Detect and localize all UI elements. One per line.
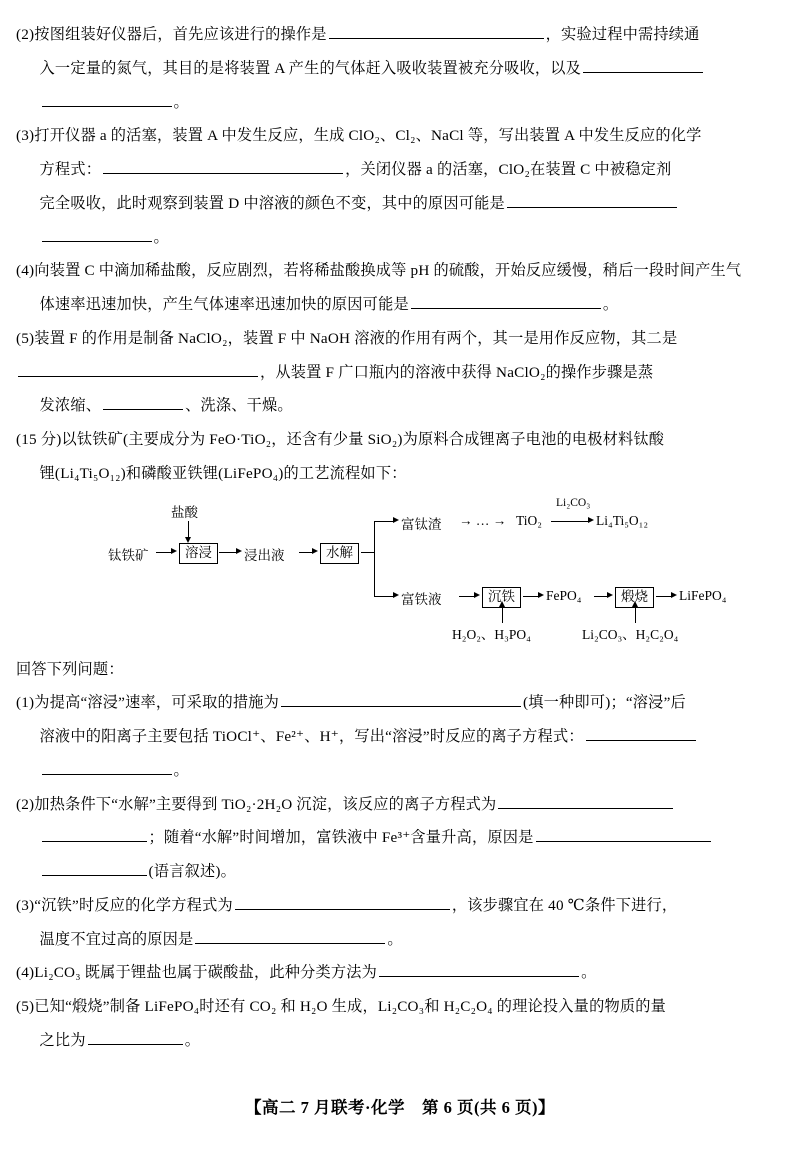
answer-blank[interactable]: [103, 394, 183, 410]
question-4-line2: [16, 288, 784, 322]
question-3-line4: [16, 221, 784, 255]
flow-label-product-bottom: LiFePO₄: [679, 587, 727, 603]
answer-blank[interactable]: [42, 826, 147, 842]
q3-line3-pre: 完全吸收，此时观察到装置 D 中溶液的颜色不变，其中的原因可能是: [39, 194, 505, 212]
flow-connector: [635, 607, 636, 623]
flow-arrowhead: [312, 548, 318, 554]
flow-arrowhead: [671, 592, 677, 598]
flow-label-reagents-precipitate: H₂O₂、H₃PO₄: [452, 626, 531, 642]
flow-connector: [361, 552, 375, 553]
q4-line2-pre: 体速率迅速加快，产生气体速率迅速加快的原因可能是: [39, 296, 409, 313]
q3-line1: (3)打开仪器 a 的活塞，装置 A 中发生反应，生成 ClO₂、Cl₂、NaCl 等，写出装置 A 中发生反应的化学: [16, 127, 702, 145]
flow-connector: [219, 552, 237, 553]
flow-connector: [523, 596, 539, 597]
flow-label-tio2: TiO₂: [516, 512, 542, 528]
flow-connector: [374, 521, 375, 596]
answer-prompt-text: 回答下列问题：: [16, 660, 124, 678]
qb2-line3-post: (语言叙述)。: [148, 863, 236, 880]
qb4-line1-pre: (4)Li₂CO₃ 既属于锂盐也属于碳酸盐，此种分类方法为: [16, 964, 378, 982]
answer-blank[interactable]: [42, 860, 147, 876]
flow-arrowhead: [393, 592, 399, 598]
q2-line2-pre: 入一定量的氮气，其目的是将装置 A 产生的气体赶入吸收装置被充分吸收，以及: [39, 59, 582, 77]
flow-connector: [459, 596, 475, 597]
flow-connector: [374, 521, 394, 522]
qb2-line2-mid: ；随着“水解”时间增加，富铁液中 Fe³⁺含量升高，原因是: [148, 829, 534, 847]
flow-label-product-top: Li₄Ti₅O₁₂: [596, 512, 649, 528]
flow-arrowhead: [393, 517, 399, 523]
question-5-line3: [16, 389, 784, 423]
answer-blank[interactable]: [281, 691, 521, 707]
qb3-line2-post: 。: [387, 930, 403, 948]
q3-line2-post: ，关闭仪器 a 的活塞，ClO₂在装置 C 中被稳定剂: [345, 161, 672, 178]
flow-arrowhead: [499, 601, 505, 607]
flow-arrowhead: [171, 548, 177, 554]
process-flow-diagram: [16, 496, 784, 642]
question-b-stem-line2: [16, 457, 784, 491]
question-5-line2: [16, 356, 784, 390]
question-2-line3: [16, 86, 784, 120]
question-4-line1: [16, 254, 784, 288]
answer-blank[interactable]: [329, 23, 544, 39]
q2-line3-post: 。: [173, 93, 189, 111]
qb1-line1-post: (填一种即可)；“溶浸”后: [523, 694, 686, 712]
flow-connector: [551, 521, 589, 522]
qb5-line1: (5)已知“煅烧”制备 LiFePO₄时还有 CO₂ 和 H₂O 生成，Li₂CO₃和 H₂C₂O₄ 的理论投入量的物质的量: [16, 998, 667, 1015]
answer-blank[interactable]: [42, 225, 152, 241]
answer-blank[interactable]: [498, 792, 673, 808]
answer-blank[interactable]: [586, 725, 696, 741]
question-b-stem-line1: [16, 423, 784, 457]
page-content: [16, 18, 784, 1058]
answer-blank[interactable]: [411, 293, 601, 309]
flow-arrowhead: [588, 517, 594, 523]
flow-connector: [374, 596, 394, 597]
qb2-line1-pre: (2)加热条件下“水解”主要得到 TiO₂·2H₂O 沉淀，该反应的离子方程式为: [16, 795, 497, 813]
question-2: [16, 18, 784, 52]
question-5-line1: [16, 322, 784, 356]
flow-label-fepo4: FePO₄: [546, 587, 582, 603]
answer-prompt: [16, 653, 784, 687]
answer-blank[interactable]: [103, 158, 343, 174]
q5-line3-pre: 发浓缩、: [39, 397, 102, 415]
answer-blank[interactable]: [235, 894, 450, 910]
flow-label-leachate: 浸出液: [244, 547, 285, 563]
answer-blank[interactable]: [507, 192, 677, 208]
qb-question-3-line2: [16, 923, 784, 957]
answer-blank[interactable]: [536, 826, 711, 842]
qb-question-3-line1: [16, 889, 784, 923]
q2-line1-pre: (2)按图组装好仪器后，首先应该进行的操作是: [16, 26, 327, 43]
qb3-line1-pre: (3)“沉铁”时反应的化学方程式为: [16, 896, 233, 914]
flow-arrowhead: [632, 601, 638, 607]
question-2-line2: [16, 52, 784, 86]
answer-blank[interactable]: [18, 360, 258, 376]
flow-connector: [656, 596, 672, 597]
flow-step-precipitate: 沉铁: [482, 587, 521, 609]
q5-line1: (5)装置 F 的作用是制备 NaClO₂，装置 F 中 NaOH 溶液的作用有两个，其一是用作反应物，其二是: [16, 329, 678, 347]
answer-blank[interactable]: [379, 961, 579, 977]
flow-arrowhead: [607, 592, 613, 598]
flow-connector: [156, 552, 172, 553]
flow-label-reagent-top: 盐酸: [171, 504, 198, 520]
q4-line2-post: 。: [602, 296, 619, 313]
flow-arrowhead: [236, 548, 242, 554]
qb3-line2-pre: 温度不宜过高的原因是: [39, 930, 194, 948]
flow-arrowhead: [474, 592, 480, 598]
q4-line1: (4)向装置 C 中滴加稀盐酸，反应剧烈，若将稀盐酸换成等 pH 的硫酸，开始反应缓慢，稍后一段时间产生气: [16, 262, 742, 280]
page-footer: 【高二 7 月联考·化学 第 6 页(共 6 页)】: [245, 1098, 555, 1117]
question-3-line2: [16, 153, 784, 187]
flow-connector: [594, 596, 608, 597]
q5-line2-mid: ，从装置 F 广口瓶内的溶液中获得 NaClO₂的操作步骤是蒸: [260, 363, 654, 381]
answer-blank[interactable]: [42, 90, 172, 106]
qb-question-1-line3: [16, 754, 784, 788]
qb4-line1-post: 。: [581, 964, 597, 982]
flow-label-ore: 钛铁矿: [108, 547, 149, 563]
question-3-line1: [16, 119, 784, 153]
qb-question-5-line1: [16, 990, 784, 1024]
q3-line2-pre: 方程式：: [39, 161, 102, 178]
flow-step-hydrolyze: 水解: [320, 543, 359, 565]
qb1-line3-post: 。: [173, 761, 189, 779]
qb3-line1-post: ，该步骤宜在 40 ℃条件下进行，: [451, 896, 678, 914]
qb5-line2-post: 。: [184, 1031, 201, 1049]
qb-question-1-line1: [16, 686, 784, 720]
q3-line4-post: 。: [153, 228, 169, 246]
flow-label-dots: → … →: [459, 512, 507, 528]
flow-arrowhead: [538, 592, 544, 598]
qb-question-4: [16, 956, 784, 990]
q2-line1-post: ，实验过程中需持续通: [545, 26, 700, 43]
qb-question-2-line3: [16, 855, 784, 889]
qb-question-1-line2: [16, 720, 784, 754]
q5-line3-post: 、洗涤、干燥。: [185, 397, 293, 415]
flow-label-rich-ti: 富钛渣: [401, 516, 442, 532]
flow-connector: [502, 607, 503, 623]
answer-blank[interactable]: [583, 57, 703, 73]
answer-blank[interactable]: [42, 759, 172, 775]
question-3-line3: [16, 187, 784, 221]
flow-label-li2co3-top: Li₂CO₃: [556, 496, 591, 509]
flow-step-dissolve: 溶浸: [179, 543, 218, 565]
flow-label-reagents-calcine: Li₂CO₃、H₂C₂O₄: [582, 626, 679, 642]
qb1-line2-pre: 溶液中的阳离子主要包括 TiOCl⁺、Fe²⁺、H⁺，写出“溶浸”时反应的离子方程式：: [39, 728, 584, 745]
flow-label-rich-fe: 富铁液: [401, 591, 442, 607]
flow-connector: [299, 552, 313, 553]
flow-step-calcine: 煅烧: [615, 587, 654, 609]
qb-stem1: (15 分)以钛铁矿(主要成分为 FeO·TiO₂，还含有少量 SiO₂)为原料合成锂离子电池的电极材料钛酸: [16, 431, 665, 448]
answer-blank[interactable]: [195, 927, 385, 943]
qb-question-2-line2: [16, 821, 784, 855]
qb-question-2-line1: [16, 788, 784, 822]
qb5-line2-pre: 之比为: [39, 1031, 86, 1049]
qb1-line1-pre: (1)为提高“溶浸”速率，可采取的措施为: [16, 694, 280, 712]
qb-question-5-line2: [16, 1024, 784, 1058]
answer-blank[interactable]: [88, 1029, 183, 1045]
qb-stem2: 锂(Li₄Ti₅O₁₂)和磷酸亚铁锂(LiFePO₄)的工艺流程如下：: [39, 464, 407, 482]
